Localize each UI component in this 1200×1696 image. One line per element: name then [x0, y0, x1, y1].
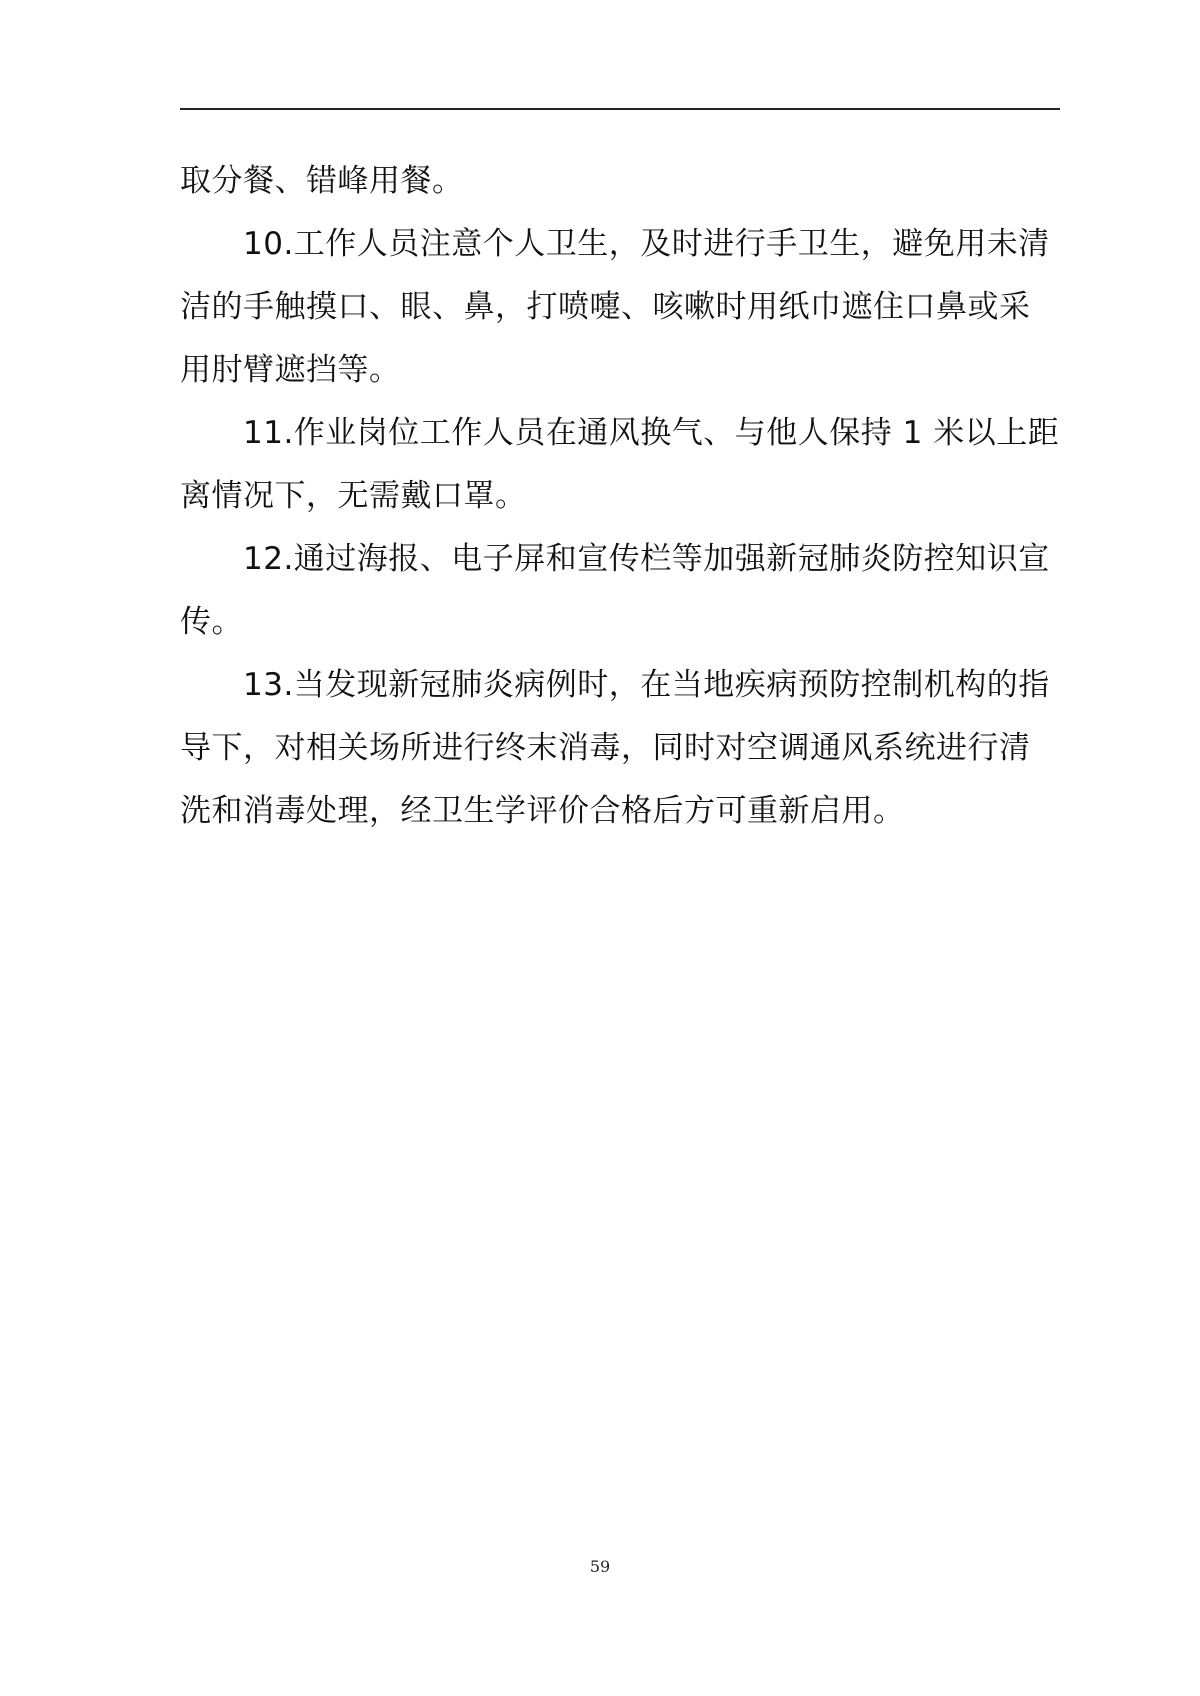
paragraph-line: 11.作业岗位工作人员在通风换气、与他人保持 1 米以上距 — [243, 415, 1060, 451]
page-number: 59 — [589, 1557, 611, 1576]
paragraph-line: 用肘臂遮挡等。 — [180, 352, 401, 388]
paragraph-line: 12.通过海报、电子屏和宣传栏等加强新冠肺炎防控知识宣 — [243, 541, 1050, 577]
paragraph-line: 离情况下，无需戴口罩。 — [180, 478, 527, 514]
paragraph-line: 13.当发现新冠肺炎病例时，在当地疾病预防控制机构的指 — [243, 667, 1050, 703]
document-body — [180, 150, 1060, 843]
paragraph-line: 导下，对相关场所进行终末消毒，同时对空调通风系统进行清 — [180, 730, 1031, 766]
paragraph-line: 传。 — [180, 604, 243, 640]
paragraph-line: 洁的手触摸口、眼、鼻，打喷嚏、咳嗽时用纸巾遮住口鼻或采 — [180, 289, 1031, 325]
paragraph-line: 10.工作人员注意个人卫生，及时进行手卫生，避免用未清 — [243, 226, 1050, 262]
paragraph-line: 洗和消毒处理，经卫生学评价合格后方可重新启用。 — [180, 793, 905, 829]
paragraph-line: 取分餐、错峰用餐。 — [180, 163, 464, 199]
header-rule — [180, 108, 1060, 110]
